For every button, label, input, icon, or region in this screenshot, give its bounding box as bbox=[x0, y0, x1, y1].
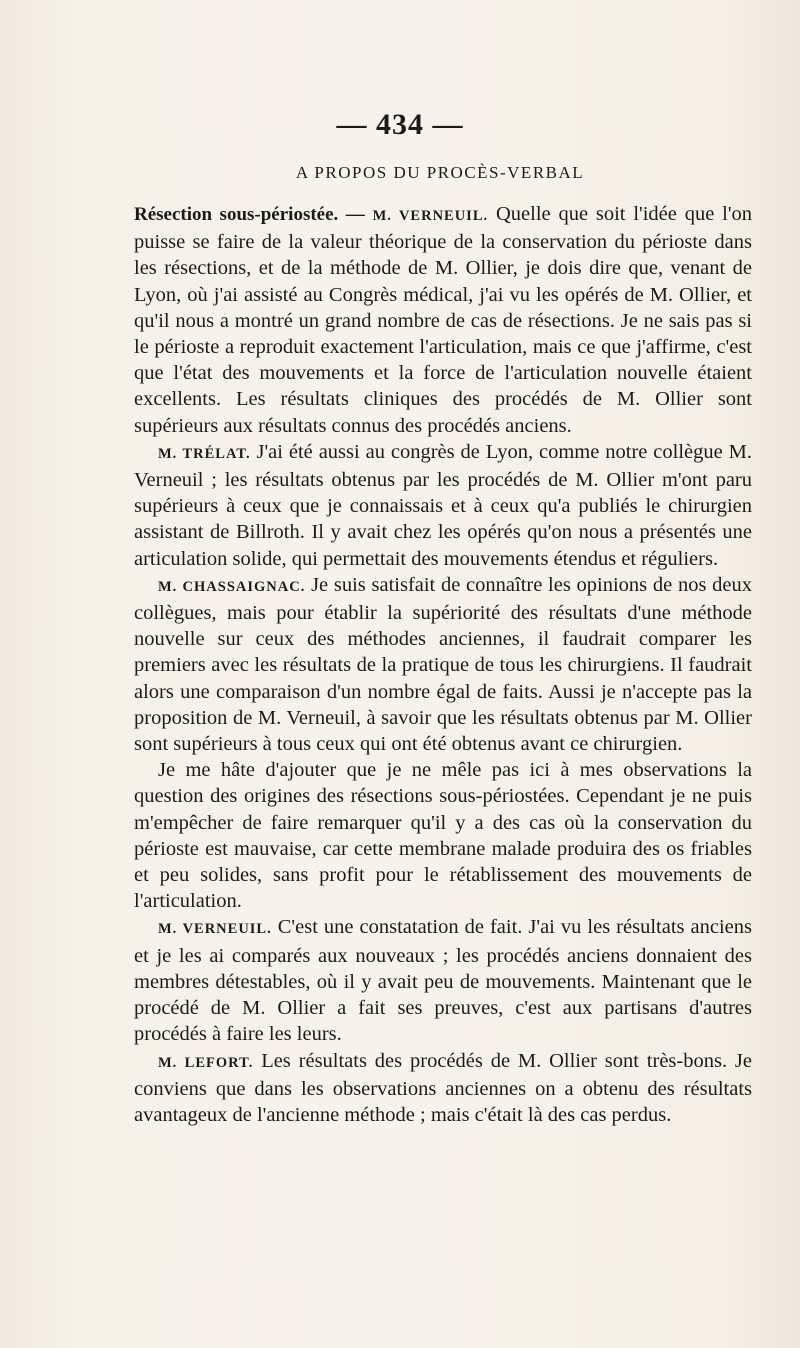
rubric: Résection sous-périostée. — bbox=[134, 204, 365, 225]
paragraph-trelat bbox=[134, 439, 752, 572]
paragraph-text: Je suis satisfait de connaître les opinions de nos deux collègues, mais pour établir la supériorité des résultats d'une méthode nouvelle sur ceux des méthodes anciennes, il faudrait comparer les premiers avec les résultats de la pratique de tous les chirurgiens. Il faudrait alors une comparaison d'un nombre égal de faits. Aussi je n'accepte pas la proposition de M. Verneuil, à savoir que les résultats obtenus par M. Ollier sont supérieurs à tous ceux qui ont été obtenus avant ce chirurgien. bbox=[134, 573, 753, 756]
paragraph-verneuil-1 bbox=[134, 201, 752, 439]
body-text bbox=[134, 201, 752, 1128]
paragraph-lefort bbox=[134, 1048, 752, 1129]
speaker-name: M. LEFORT. bbox=[158, 1054, 254, 1071]
paragraph-verneuil-2 bbox=[134, 914, 752, 1047]
speaker-name: M. CHASSAIGNAC. bbox=[158, 578, 306, 595]
paragraph-text: Je me hâte d'ajouter que je ne mêle pas ici à mes observations la question des origines des résections sous-périostées. Cependant je ne puis m'empêcher de faire remarquer qu'il y a des cas où la conservation du périoste est mauvaise, car cette membrane malade produira des os friables et peu solides, sans profit pour le rétablissement des mouvements de l'articulation. bbox=[134, 759, 752, 913]
section-title: A PROPOS DU PROCÈS-VERBAL bbox=[295, 163, 585, 182]
paragraph-chassaignac bbox=[134, 572, 752, 757]
paragraph-text: C'est une constatation de fait. J'ai vu les résultats anciens et je les ai comparés aux nouveaux ; les procédés anciens donnaient des membres détestables, où il y avait peu de mouvements. Maintenant que le procédé de M. Ollier a fait ses preuves, c'est aux partisans d'autres procédés à faire les leurs. bbox=[134, 916, 752, 1046]
page-number: — 434 — bbox=[336, 108, 464, 141]
paragraph-text: Quelle que soit l'idée que l'on puisse se faire de la valeur théorique de la conservation du périoste dans les résections, et de la méthode de M. Ollier, je dois dire que, venant de Lyon, où j'ai assisté au Congrès médical, j'ai vu les opérés de M. Ollier, et qu'il nous a montré un grand nombre de cas de résections. Je ne sais pas si le périoste a reproduit exactement l'articulation, mais ce que j'affirme, c'est que l'état des mouvements et la force de l'articulation nouvelle étaient excellents. Les résultats cliniques des procédés de M. Ollier sont supérieurs aux résultats connus des procédés anciens. bbox=[134, 203, 753, 437]
paragraph-text: J'ai été aussi au congrès de Lyon, comme notre collègue M. Verneuil ; les résultats obtenus par les procédés de M. Ollier m'ont paru supérieurs à ceux que je connaissais et à ceux qu'a publiés le chirurgien assistant de Billroth. Il y avait chez les opérés qu'on nous a présentés une articulation solide, qui permettait des mouvements étendus et réguliers. bbox=[134, 440, 753, 570]
speaker-name: M. VERNEUIL. bbox=[158, 921, 272, 938]
speaker-name: M. TRÉLAT. bbox=[158, 445, 251, 462]
paragraph-chassaignac-continued bbox=[134, 757, 752, 914]
speaker-name: M. VERNEUIL. bbox=[372, 208, 489, 224]
paragraph-text: Les résultats des procédés de M. Ollier sont très-bons. Je conviens que dans les observations anciennes on a obtenu des résultats avantageux de l'ancienne méthode ; mais c'était là des cas perdus. bbox=[134, 1049, 752, 1126]
